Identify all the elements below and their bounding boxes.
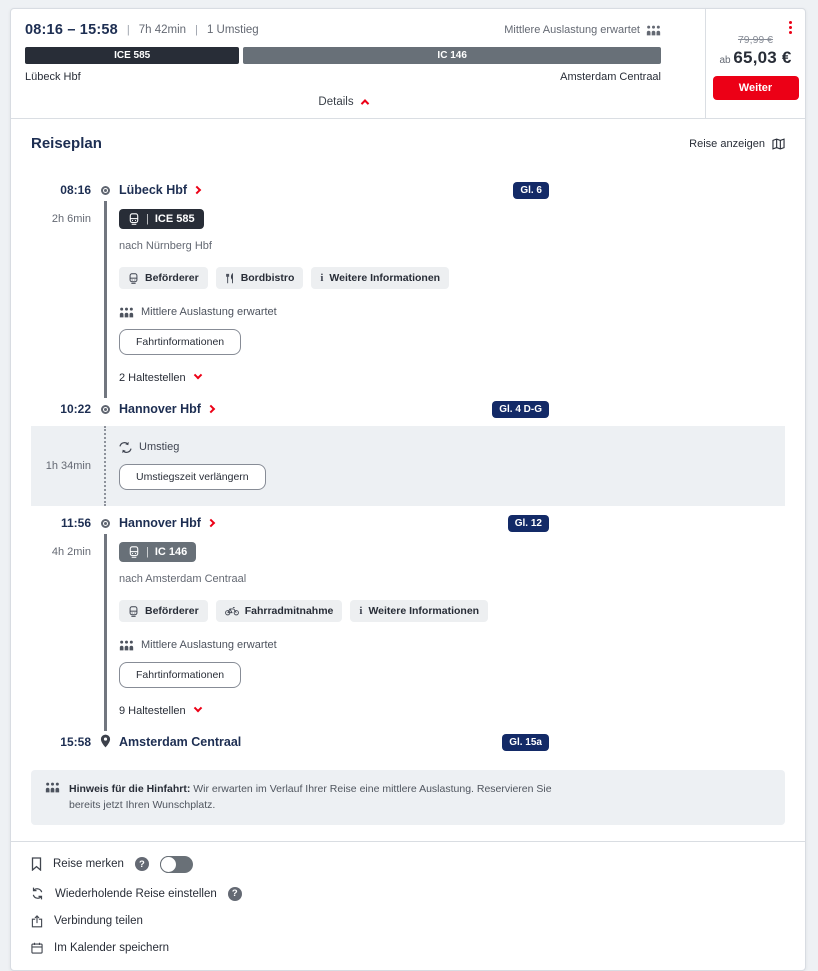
extend-transfer-button[interactable]: Umstiegszeit verlängern	[119, 464, 266, 490]
timeline-stop-hannover-departure	[31, 512, 785, 534]
carrier-button[interactable]: Beförderer	[119, 267, 208, 289]
origin-station: Lübeck Hbf	[25, 71, 81, 83]
kebab-menu-icon[interactable]	[787, 19, 794, 36]
reise-merken-toggle[interactable]	[160, 856, 193, 873]
station-link[interactable]: Hannover Hbf	[119, 516, 214, 530]
price-old: 79,99 €	[737, 34, 774, 46]
page-title: Reiseplan	[31, 135, 102, 152]
journey-card	[10, 8, 806, 971]
platform-badge: Gl. 4 D-G	[492, 401, 549, 418]
occupancy-note	[504, 24, 661, 36]
share-icon	[31, 915, 43, 928]
map-icon	[772, 138, 785, 150]
transfer-label: Umstieg	[119, 441, 785, 453]
timeline-line	[104, 201, 107, 398]
occupancy-note-label: Mittlere Auslastung erwartet	[504, 24, 640, 36]
timeline-leg-ice585	[31, 201, 785, 398]
repeat-icon	[31, 887, 44, 900]
train-icon	[128, 273, 139, 284]
help-icon[interactable]: ?	[135, 857, 149, 871]
occupancy-line: Mittlere Auslastung erwartet	[119, 639, 785, 651]
platform-badge: Gl. 12	[508, 515, 549, 532]
journey-times	[25, 22, 259, 38]
train-icon	[128, 546, 140, 558]
stop-marker-icon	[101, 519, 110, 528]
train-icon	[128, 606, 139, 617]
segment-bar-ic: IC 146	[243, 47, 661, 64]
bicycle-icon	[225, 606, 239, 616]
bike-transport-button[interactable]: Fahrradmitnahme	[216, 600, 343, 622]
separator: |	[126, 24, 130, 36]
stop-marker-icon	[101, 405, 110, 414]
people-icon	[45, 782, 60, 793]
intermediate-stops-toggle[interactable]: 9 Haltestellen	[119, 705, 785, 717]
journey-summary-left	[11, 9, 705, 118]
recurring-journey-row[interactable]: Wiederholende Reise einstellen ?	[31, 887, 785, 901]
timeline-stop-luebeck	[31, 179, 785, 201]
journey-actions	[11, 841, 805, 970]
chevron-down-icon	[193, 704, 201, 712]
separator: |	[195, 24, 198, 36]
stop-time: 10:22	[60, 402, 91, 416]
journey-summary	[11, 9, 805, 119]
info-icon: i	[320, 272, 324, 284]
destination-station: Amsterdam Centraal	[560, 71, 661, 83]
train-badge-ic146: | IC 146	[119, 542, 196, 562]
occupancy-notice-text: Hinweis für die Hinfahrt: Wir erwarten im Verlauf Ihrer Reise eine mittlere Auslastung. Reservieren Sie bereits jetzt Ihren Wunschplatz.	[69, 783, 552, 812]
weiter-button[interactable]: Weiter	[713, 76, 799, 100]
stop-marker-icon	[101, 186, 110, 195]
segment-bar-ice: ICE 585	[25, 47, 239, 64]
platform-badge: Gl. 6	[513, 182, 549, 199]
price-value: 65,03 €	[733, 48, 792, 67]
transfer-icon	[119, 442, 132, 453]
utensils-icon	[225, 273, 235, 284]
destination-pin-icon	[100, 734, 111, 748]
train-number: IC 146	[154, 546, 188, 558]
stop-time: 11:56	[60, 516, 91, 530]
chevron-down-icon	[193, 371, 201, 379]
share-connection-row[interactable]: Verbindung teilen	[31, 915, 785, 928]
stop-time: 15:58	[60, 735, 91, 749]
chevron-right-icon	[207, 405, 215, 413]
train-icon	[128, 213, 140, 225]
save-to-calendar-row[interactable]: Im Kalender speichern	[31, 942, 785, 954]
more-info-button[interactable]: i Weitere Informationen	[350, 600, 488, 622]
timeline	[31, 179, 785, 753]
chevron-up-icon	[360, 99, 368, 107]
people-icon	[119, 307, 134, 318]
more-info-button[interactable]: i Weitere Informationen	[311, 267, 449, 289]
reiseplan-section	[11, 119, 805, 825]
show-on-map-link[interactable]	[689, 138, 785, 150]
timeline-dotted-line	[104, 426, 106, 506]
transfer-section	[31, 426, 785, 506]
train-direction: nach Nürnberg Hbf	[119, 240, 212, 252]
people-icon	[646, 25, 661, 36]
stop-time: 08:16	[60, 183, 91, 197]
time-range: 08:16 – 15:58	[25, 22, 118, 38]
platform-badge: Gl. 15a	[502, 734, 549, 751]
journey-segment-bars	[25, 47, 661, 64]
leg-duration: 2h 6min	[51, 213, 91, 225]
details-label: Details	[318, 96, 354, 108]
info-icon: i	[359, 605, 363, 617]
price-current	[719, 48, 791, 68]
intermediate-stops-toggle[interactable]: 2 Haltestellen	[119, 372, 785, 384]
carrier-button[interactable]: Beförderer	[119, 600, 208, 622]
station-link[interactable]: Lübeck Hbf	[119, 183, 200, 197]
chevron-right-icon	[193, 186, 201, 194]
leg-duration: 4h 2min	[51, 546, 91, 558]
timeline-leg-ic146	[31, 534, 785, 731]
price-prefix: ab	[719, 55, 731, 66]
chevron-right-icon	[207, 519, 215, 527]
occupancy-notice	[31, 770, 785, 825]
trip-information-button[interactable]: Fahrtinformationen	[119, 329, 241, 355]
price-panel	[705, 9, 805, 118]
station-link[interactable]: Hannover Hbf	[119, 402, 214, 416]
people-icon	[119, 640, 134, 651]
bistro-button[interactable]: Bordbistro	[216, 267, 304, 289]
transfer-count: 1 Umstieg	[206, 24, 259, 36]
bookmark-icon	[31, 857, 42, 871]
train-number: ICE 585	[154, 213, 195, 225]
timeline-stop-hannover-arrival	[31, 398, 785, 420]
save-journey-row[interactable]: Reise merken ?	[31, 856, 785, 873]
calendar-icon	[31, 942, 43, 954]
transfer-duration: 1h 34min	[45, 460, 91, 472]
journey-duration: 7h 42min	[138, 24, 187, 36]
station-label: Amsterdam Centraal	[119, 735, 242, 749]
help-icon[interactable]: ?	[228, 887, 242, 901]
train-badge-ice585: | ICE 585	[119, 209, 204, 229]
details-toggle[interactable]	[25, 96, 661, 108]
timeline-line	[104, 534, 107, 731]
occupancy-line: Mittlere Auslastung erwartet	[119, 306, 785, 318]
show-on-map-label: Reise anzeigen	[689, 137, 765, 150]
train-direction: nach Amsterdam Centraal	[119, 573, 247, 585]
timeline-stop-amsterdam	[31, 731, 785, 753]
trip-information-button[interactable]: Fahrtinformationen	[119, 662, 241, 688]
